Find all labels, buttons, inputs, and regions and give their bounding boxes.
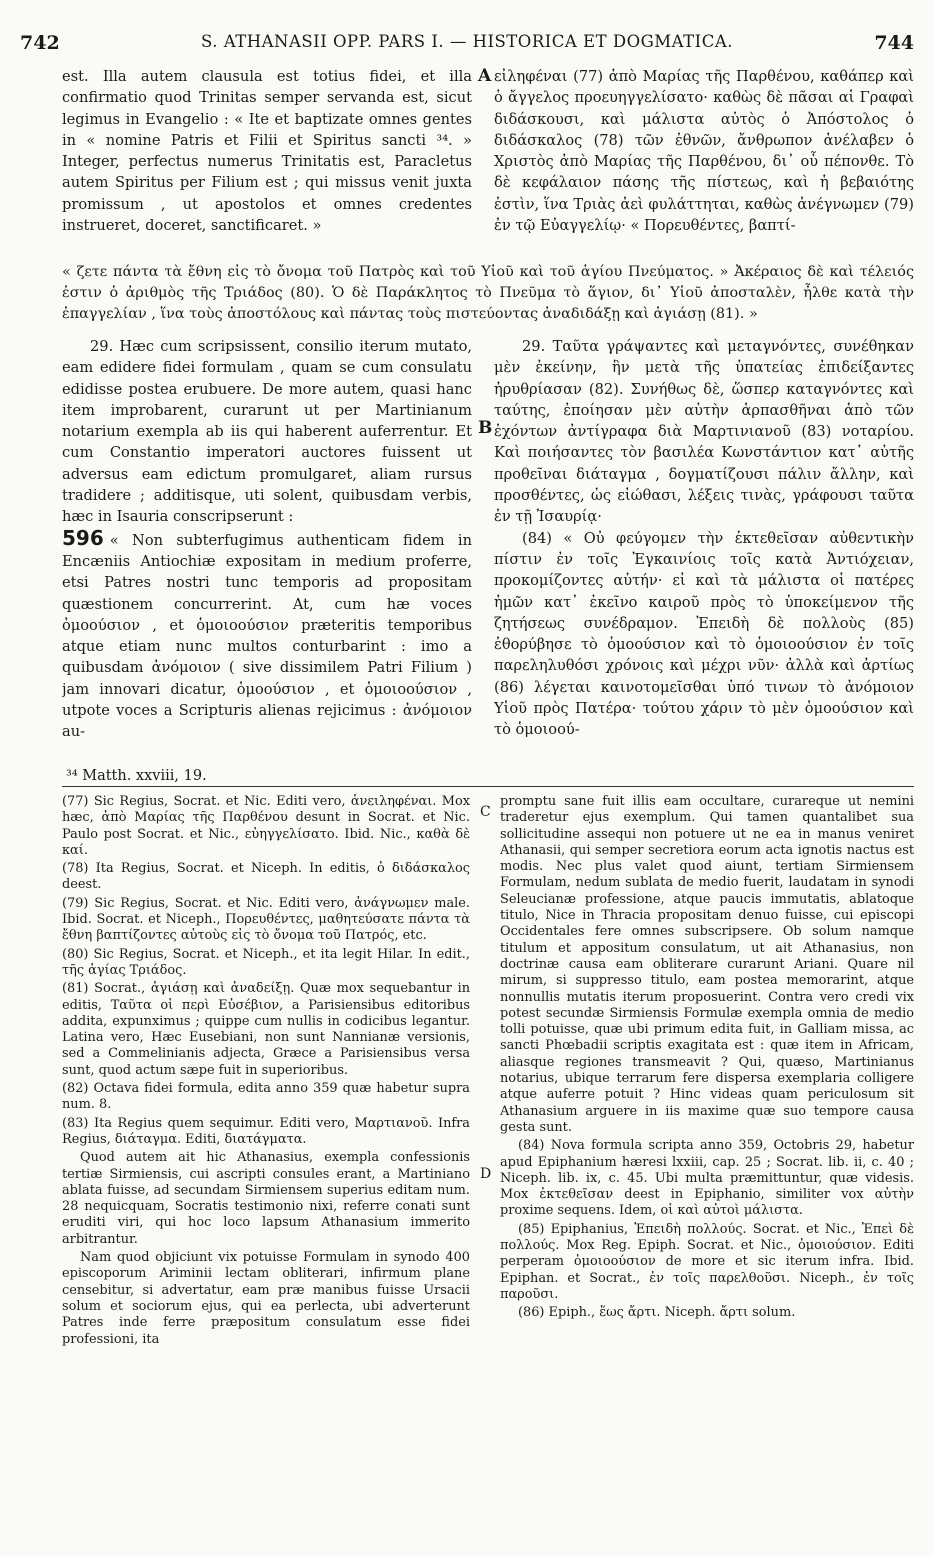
- greek-full-width-passage: [62, 262, 914, 326]
- section-marker-b: B: [478, 418, 493, 438]
- latin-top-column: [62, 66, 472, 260]
- latin-creed-text: « Non subterfugimus authenticam fidem in Encæniis Antiochiæ expositam in medium proferre, etsi Patres nostri tunc temporis ad propositam quæstionem concurrerint. At, cum hæ voces ὁμοούσιον , et ὁμοιοούσιον præteritis temporibus atque etiam nunc multos conturbarint : imo a quibusdam ἀνόμοιον ( sive dissimilem Patri Filium ) jam innovari dicatur, ὁμοούσιον , et ὁμοιοούσιον , utpote voces a Scripturis alienas rejicimus : ἀνόμοιον au-: [62, 531, 472, 741]
- column-number-596: 596: [62, 525, 104, 550]
- section-marker-d: D: [480, 1166, 492, 1182]
- running-title: S. ATHANASII OPP. PARS I. — HISTORICA ET DOGMATICA.: [201, 32, 733, 51]
- note-81: (81) Socrat., ἁγιάσῃ καὶ ἀναδείξῃ. Quæ mox sequebantur in editis, Ταῦτα οἱ περὶ Εὐσέβιον, a Parisiensibus editoribus addita, expunximus ; quippe cum nullis in codicibus legantur. Latina vero, Hæc Eusebiani, non sunt Nannianæ versionis, sed a Commelinianis adjecta, Græce a Parisiensibus versa sunt, quod actum sæpe fuit in superioribus.: [62, 981, 470, 1078]
- page-number-left: 742: [20, 32, 60, 54]
- greek-top-column: [494, 66, 914, 260]
- greek-full-paragraph: « ζετε πάντα τὰ ἔθνη εἰς τὸ ὄνομα τοῦ Πατρὸς καὶ τοῦ Υἱοῦ καὶ τοῦ ἁγίου Πνεύματος. » Ἀκέραιος δὲ καὶ τέλειός ἐστιν ὁ ἀριθμὸς τῆς Τριάδος (80). Ὁ δὲ Παράκλητος τὸ Πνεῦμα τὸ ἅγιον, δι᾽ Υἱοῦ ἀποσταλὲν, ἦλθε κατὰ τὴν ἐπαγγελίαν , ἵνα τοὺς ἀποστόλους καὶ πάντας τοὺς πιστεύοντας ἀναδιδάξῃ καὶ ἁγιάσῃ (81). »: [62, 264, 914, 322]
- note-82: (82) Octava fidei formula, edita anno 359 quæ habetur supra num. 8.: [62, 1081, 470, 1113]
- note-77: (77) Sic Regius, Socrat. et Nic. Editi vero, ἀνειληφέναι. Mox hæc, ἀπὸ Μαρίας τῆς Παρθένου desunt in Socrat. et Nic. Paulo post Socrat. et Nic., εὐηγγελίσατο. Ibid. Nic., καθὰ δὲ καί.: [62, 794, 470, 858]
- latin-section-29: 29. Hæc cum scripsissent, consilio iterum mutato, eam edidere fidei formulam , quam se cum consulatu edidisse postea erubuere. De more autem, quasi hanc item improbarent, curarunt ut per Martinianum notarium exempla ab iis qui haberent auferrentur. Et cum Constantio imperatori auctores fuissent ut adversus eam edictum promulgaret, aliam rursus tradidere ; additisque, uti solent, quibusdam verbis, hæc in Isauria conscripserunt :: [62, 338, 472, 526]
- greek-middle-column: [494, 336, 914, 758]
- section-marker-a: A: [478, 66, 492, 86]
- greek-creed-text: (84) « Οὐ φεύγομεν τὴν ἐκτεθεῖσαν αὐθεντικὴν πίστιν ἐν τοῖς Ἐγκαινίοις τοῖς κατὰ Ἀντιόχειαν, προκομίζοντες αὐτήν· εἰ καὶ τὰ μάλιστα οἱ πατέρες ἡμῶν κατ᾽ ἐκεῖνο καιροῦ πρὸς τὸ ὑποκείμενον τῆς ζητήσεως συνέδραμον. Ἐπειδὴ δὲ πολλοὺς (85) ἐθορύβησε τὸ ὁμοούσιον καὶ τὸ ὁμοιοούσιον ἐν τοῖς παρεληλυθόσι χρόνοις καὶ μέχρι νῦν· ἀλλὰ καὶ ἀρτίως (86) λέγεται καινοτομεῖσθαι ὑπό τινων τὸ ἀνόμοιον Υἱοῦ πρὸς Πατέρα· τούτου χάριν τὸ μὲν ὁμοούσιον καὶ τὸ ὁμοιοού-: [494, 529, 914, 739]
- note-83: (83) Ita Regius quem sequimur. Editi vero, Μαρτιανοῦ. Infra Regius, διάταγμα. Editi, διατάγματα.: [62, 1115, 470, 1147]
- section-marker-c: C: [480, 804, 491, 820]
- note-84: (84) Nova formula scripta anno 359, Octobris 29, habetur apud Epiphanium hæresi lxxiii, cap. 25 ; Socrat. lib. ii, c. 40 ; Niceph. lib. ix, c. 45. Ubi multa præmittuntur, quæ videsis. Mox ἐκτεθεῖσαν deest in Epiphanio, similiter vox αὐτὴν proxime sequens. Idem, οἱ καὶ αὐτοὶ μάλιστα.: [500, 1138, 914, 1219]
- note-86: (86) Epiph., ἕως ἄρτι. Niceph. ἄρτι solum.: [518, 1305, 796, 1321]
- notes-right-column: [500, 794, 914, 1544]
- page-header: [20, 32, 914, 60]
- note-78: (78) Ita Regius, Socrat. et Niceph. In editis, ὁ διδάσκαλος deest.: [62, 861, 470, 893]
- note-83-continued: promptu sane fuit illis eam occultare, curareque ut nemini traderetur ejus exemplum. Qui tamen quantalibet sua sollicitudine assequi non potuere ut ne ea in manus veniret Athanasii, qui semper secretiora eorum acta ignotis nactus est modis. Nec plus valet quod aiunt, tertiam Sirmiensem Formulam, nedum sublata de medio fuerit, laudatam in synodi Seleucianæ professione, atque paucis immutatis, ablatoque titulo, Nice in Thracia propositam denuo fuisse, cui episcopi Occidentales fere omnes subscripsere. Ob solum namque titulum et appositum consulatum, ut ait Athanasius, non doctrinæ causa eam obliterare curarunt Ariani. Quare nil mirum, si suppresso titulo, eam postea memorarint, atque nonnullis mutatis iterum proposuerint. Contra vero credi vix potest secundæ Sirmiensis Formulæ exempla omnia de medio tolli potuisse, quæ ubi primum edita fuit, in Galliam missa, ac sancti Phœbadii scriptis exagitata est : quæ item in Africam, aliasque regiones transmeavit ? Qui, quæso, Martinianus notarius, ubique terrarum fere dispersa exemplaria colligere atque auferre potuit ? Hinc videas quam periculosum sit Athanasium arguere in iis maxime quæ suo tempore causa gesta sunt.: [500, 794, 914, 1135]
- latin-middle-column: [62, 336, 472, 758]
- note-83-commentary-2: Nam quod objiciunt vix potuisse Formulam in synodo 400 episcoporum Ariminii lectam obliterari, infirmum plane censebitur, si advertatur, eam præ manibus fuisse Ursacii solum et sociorum ejus, qui ea perlecta, ubi adverterunt Patres inde ferre præpositum consulatum esse fidei professioni, ita: [62, 1250, 470, 1347]
- greek-section-29: 29. Ταῦτα γράψαντες καὶ μεταγνόντες, συνέθηκαν μὲν ἐκείνην, ἣν μετὰ τῆς ὑπατείας ἐπιδείξαντες ἠρυθρίασαν (82). Συνήθως δὲ, ὥσπερ καταγνόντες καὶ ταύτης, ἐποίησαν μὲν αὐτὴν ἁρπασθῆναι ἀπὸ τῶν ἐχόντων ἀντίγραφα διὰ Μαρτινιανοῦ (83) νοταρίου. Καὶ ποιήσαντες τὸν βασιλέα Κωνστάντιον κατ᾽ αὐτῆς προθεῖναι διάταγμα , δογματίζουσι πάλιν ἄλλην, καὶ προσθέντες, ὡς εἰώθασι, λέξεις τινὰς, γράφουσι ταῦτα ἐν τῇ Ἰσαυρίᾳ·: [494, 338, 914, 526]
- greek-top-paragraph: εἰληφέναι (77) ἀπὸ Μαρίας τῆς Παρθένου, καθάπερ καὶ ὁ ἄγγελος προευηγγελίσατο· καθὼς δὲ πᾶσαι αἱ Γραφαὶ διδάσκουσι, καὶ μάλιστα αὐτὸς ὁ Ἀπόστολος ὁ διδάσκαλος (78) τῶν ἐθνῶν, ἄνθρωπον ἀνέλαβεν ὁ Χριστὸς ἀπὸ Μαρίας τῆς Παρθένου, δι᾽ οὗ πέπονθε. Τὸ δὲ κεφάλαιον πάσης τῆς πίστεως, καὶ ἡ βεβαιότης ἐστὶν, ἵνα Τριὰς ἀεὶ φυλάττηται, καθὼς ἀνέγνωμεν (79) ἐν τῷ Εὐαγγελίῳ· « Πορευθέντες, βαπτί-: [494, 68, 914, 235]
- scripture-footnote: ³⁴ Matth. xxviii, 19.: [66, 768, 207, 784]
- note-85: (85) Epiphanius, Ἐπειδὴ πολλούς. Socrat. et Nic., Ἐπεὶ δὲ πολλούς. Mox Reg. Epiph. Socrat. et Nic., ὁμοιούσιον. Editi perperam ὁμοιοούσιον de more et sic iterum infra. Ibid. Epiphan. et Socrat., ἐν τοῖς παρελθοῦσι. Niceph., ἐν τοῖς παροῦσι.: [500, 1221, 914, 1302]
- latin-top-paragraph: est. Illa autem clausula est totius fidei, et illa confirmatio quod Trinitas semper servanda est, sicut legimus in Evangelio : « Ite et baptizate omnes gentes in « nomine Patris et Filii et Spiritus sancti ³⁴. » Integer, perfectus numerus Trinitatis est, Paracletus autem Spiritus per Filium est ; qui missus venit juxta promissum , ut apostolos et omnes credentes instrueret, doceret, sanctificaret. »: [62, 68, 472, 235]
- page-number-right: 744: [874, 32, 914, 54]
- note-79: (79) Sic Regius, Socrat. et Nic. Editi vero, ἀνάγνωμεν male. Ibid. Socrat. et Niceph., Πορευθέντες, μαθητεύσατε πάντα τὰ ἔθνη βαπτίζοντες αὐτοὺς εἰς τὸ ὄνομα τοῦ Πατρός, etc.: [62, 895, 470, 944]
- note-80: (80) Sic Regius, Socrat. et Niceph., et ita legit Hilar. In edit., τῆς ἁγίας Τριάδος.: [62, 946, 470, 978]
- note-83-commentary-1: Quod autem ait hic Athanasius, exempla confessionis tertiæ Sirmiensis, cui ascripti consules erant, a Martiniano ablata fuisse, ad secundam Sirmiensem superius editam num. 28 nequicquam, Socratis testimonio nixi, referre conati sunt eruditi viri, qui hoc loco lapsum Athanasium immerito arbitrantur.: [62, 1150, 470, 1247]
- notes-divider: [62, 786, 914, 787]
- notes-left-column: [62, 794, 470, 1544]
